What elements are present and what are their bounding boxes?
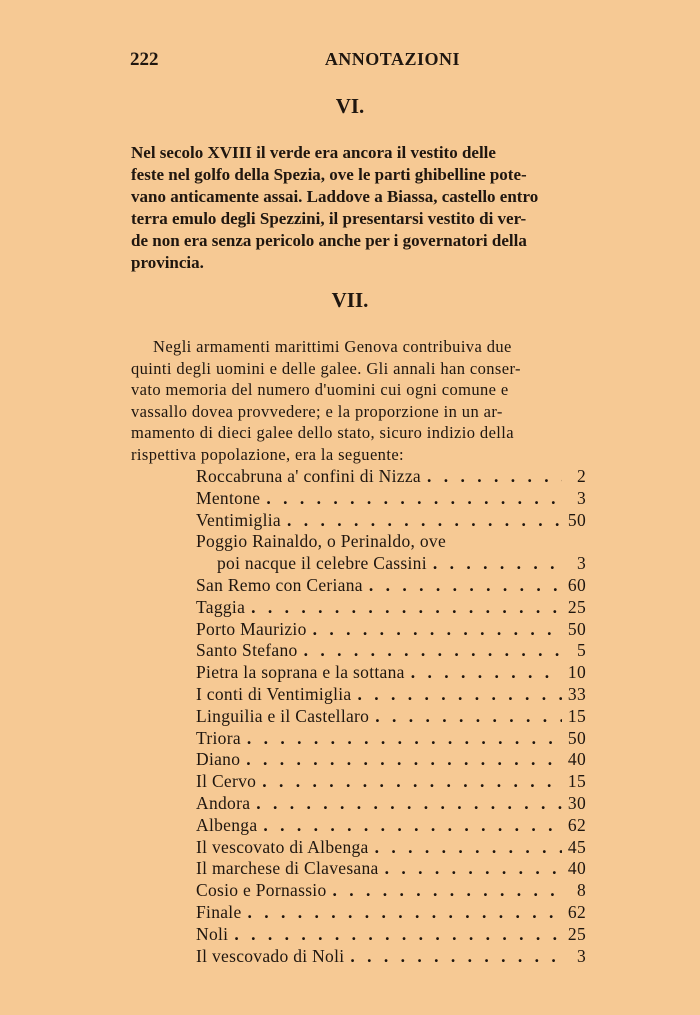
place-name: Mentone xyxy=(196,487,261,508)
place-name: Cosio e Pornassio xyxy=(196,880,327,901)
men-count: 3 xyxy=(576,945,586,966)
dot-leader xyxy=(379,858,562,880)
men-count: 50 xyxy=(567,509,586,530)
list-item xyxy=(196,815,586,837)
place-name: Il vescovato di Albenga xyxy=(196,836,369,857)
list-item xyxy=(196,946,586,968)
dot-leader xyxy=(352,684,563,706)
place-name: Il marchese di Clavesana xyxy=(196,858,379,879)
men-count: 62 xyxy=(567,814,586,835)
running-title: ANNOTAZIONI xyxy=(324,49,460,69)
dot-leader xyxy=(298,640,562,662)
place-name: Santo Stefano xyxy=(196,640,298,661)
place-name: I conti di Ventimiglia xyxy=(196,683,352,704)
text-line: rispettiva popolazione, era la seguente: xyxy=(131,444,405,464)
place-name: Linguilia e il Castellaro xyxy=(196,705,370,726)
men-count: 30 xyxy=(567,792,586,813)
men-count: 3 xyxy=(576,487,586,508)
men-count: 25 xyxy=(567,596,586,617)
dot-leader xyxy=(344,946,562,968)
dot-leader xyxy=(242,902,562,924)
text-line: terra emulo degli Spezzini, il presentarsi vestito di ver- xyxy=(131,209,527,228)
dot-leader xyxy=(307,619,562,641)
list-item xyxy=(196,531,586,553)
dot-leader xyxy=(427,553,562,575)
page-header xyxy=(130,49,460,73)
note-vii-paragraph xyxy=(131,336,647,466)
place-name: Triora xyxy=(196,727,241,748)
list-item xyxy=(196,858,586,880)
dot-leader xyxy=(260,488,562,510)
dot-leader xyxy=(327,880,562,902)
men-count: 40 xyxy=(567,858,586,879)
dot-leader xyxy=(250,793,562,815)
dot-leader xyxy=(257,815,562,837)
list-item xyxy=(196,488,586,510)
men-count: 2 xyxy=(576,466,586,486)
text-line: vano anticamente assai. Laddove a Biassa, castello entro xyxy=(131,187,539,206)
place-name: Noli xyxy=(196,923,229,944)
dot-leader xyxy=(256,771,562,793)
page-number: 222 xyxy=(130,49,159,70)
dot-leader xyxy=(363,575,562,597)
place-name: San Remo con Ceriana xyxy=(196,574,363,595)
men-count: 45 xyxy=(567,836,586,857)
list-item xyxy=(196,510,586,532)
list-item xyxy=(196,880,586,902)
place-name: Albenga xyxy=(196,814,258,835)
men-count: 50 xyxy=(567,618,586,639)
dot-leader xyxy=(241,728,562,750)
place-name: Poggio Rainaldo, o Perinaldo, ove xyxy=(196,531,447,552)
place-name: Pietra la soprana e la sottana xyxy=(196,662,405,683)
place-name: Ventimiglia xyxy=(196,509,281,530)
list-item xyxy=(196,619,586,641)
place-name: Il Cervo xyxy=(196,771,257,792)
men-count: 60 xyxy=(567,574,586,595)
place-name: Diano xyxy=(196,749,241,770)
list-item xyxy=(196,466,586,488)
dot-leader xyxy=(369,706,562,728)
list-item xyxy=(196,597,586,619)
list-item xyxy=(196,662,586,684)
text-line: vato memoria del numero d'uomini cui ogni comune e xyxy=(131,380,509,400)
men-count: 15 xyxy=(567,771,586,792)
dot-leader xyxy=(245,597,562,619)
dot-leader xyxy=(240,749,562,771)
list-item xyxy=(196,837,586,859)
text-line: de non era senza pericolo anche per i governatori della xyxy=(131,231,527,250)
place-name: Il vescovado di Noli xyxy=(196,945,345,966)
men-count: 3 xyxy=(576,553,586,574)
men-count: 25 xyxy=(567,923,586,944)
note-vi-paragraph xyxy=(131,142,647,274)
place-name: Porto Maurizio xyxy=(196,618,307,639)
dot-leader xyxy=(369,837,562,859)
list-item xyxy=(196,902,586,924)
men-count: 40 xyxy=(567,749,586,770)
men-count: 62 xyxy=(567,901,586,922)
men-count: 8 xyxy=(576,880,586,901)
text-line: quinti degli uomini e delle galee. Gli annali han conser- xyxy=(131,358,521,378)
list-item xyxy=(196,728,586,750)
men-count: 5 xyxy=(576,640,586,661)
section-heading-vi: VI. xyxy=(335,94,365,118)
list-item xyxy=(196,640,586,662)
text-line: feste nel golfo della Spezia, ove le parti ghibelline pote- xyxy=(131,165,527,184)
text-line: Nel secolo XVIII il verde era ancora il vestito delle xyxy=(131,143,496,162)
list-item xyxy=(196,924,586,946)
place-name: Roccabruna a' confini di Nizza xyxy=(196,466,421,486)
text-line: Negli armamenti marittimi Genova contribuiva due xyxy=(153,337,512,356)
list-item xyxy=(196,553,586,575)
men-count: 15 xyxy=(567,705,586,726)
place-name: Andora xyxy=(196,792,251,813)
section-heading-vii: VII. xyxy=(331,288,369,312)
place-name: Taggia xyxy=(196,596,246,617)
list-item xyxy=(196,749,586,771)
dot-leader xyxy=(281,510,562,532)
list-item xyxy=(196,575,586,597)
list-item xyxy=(196,706,586,728)
list-item xyxy=(196,771,586,793)
contribution-list xyxy=(196,466,586,967)
text-line: mamento di dieci galee dello stato, sicuro indizio della xyxy=(131,423,514,443)
dot-leader xyxy=(421,466,562,488)
dot-leader xyxy=(228,924,562,946)
list-item xyxy=(196,793,586,815)
text-line: provincia. xyxy=(131,253,204,272)
place-name: Finale xyxy=(196,901,242,922)
list-item xyxy=(196,684,586,706)
men-count: 33 xyxy=(567,683,586,704)
dot-leader xyxy=(405,662,562,684)
men-count: 50 xyxy=(567,727,586,748)
men-count: 10 xyxy=(567,662,586,683)
text-line: vassallo dovea provvedere; e la proporzione in un ar- xyxy=(131,401,503,421)
place-name: poi nacque il celebre Cassini xyxy=(217,553,427,574)
